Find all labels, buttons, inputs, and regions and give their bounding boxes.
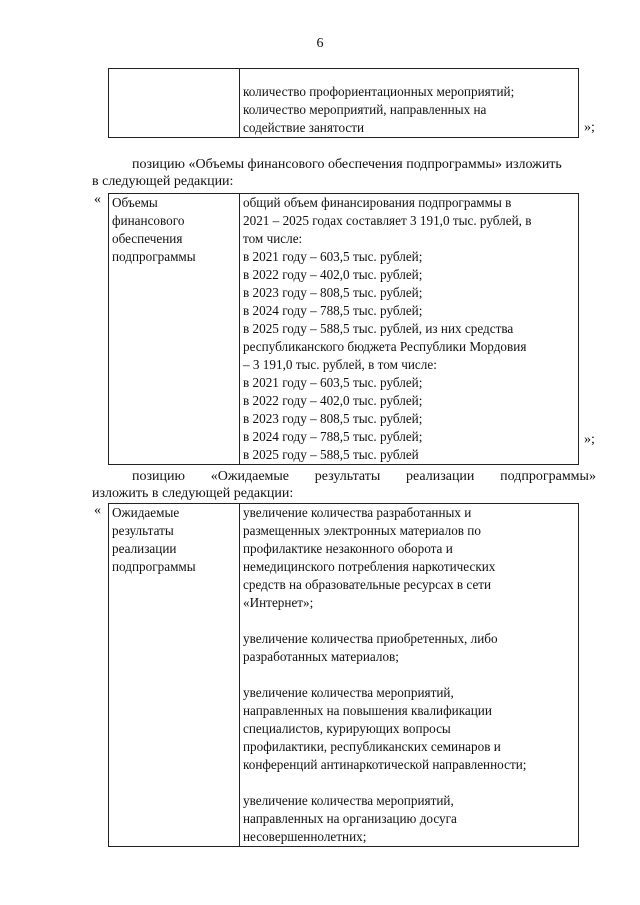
text-line: увеличение количества мероприятий, bbox=[243, 685, 454, 700]
label-line: подпрограммы bbox=[112, 249, 196, 264]
word: реализации bbox=[406, 469, 475, 484]
paragraph-line-justified bbox=[132, 468, 596, 485]
text-line: в 2021 году – 603,5 тыс. рублей; bbox=[243, 375, 423, 390]
text-line: увеличение количества разработанных и bbox=[243, 505, 472, 520]
text-line: общий объем финансирования подпрограммы в bbox=[243, 195, 512, 210]
text-line: в 2025 году – 588,5 тыс. рублей bbox=[243, 447, 419, 462]
results-content-cell bbox=[240, 504, 579, 847]
text-line: направленных на повышения квалификации bbox=[243, 703, 492, 718]
paragraph-line: позицию «Объемы финансового обеспечения подпрограммы» изложить bbox=[132, 157, 562, 172]
text-line: в 2024 году – 788,5 тыс. рублей; bbox=[243, 429, 423, 444]
text-line: увеличение количества мероприятий, bbox=[243, 793, 454, 808]
page-number: 6 bbox=[316, 36, 324, 51]
text-line: – 3 191,0 тыс. рублей, в том числе: bbox=[243, 357, 437, 372]
table-left-cell bbox=[109, 69, 240, 138]
label-line: Объемы bbox=[112, 195, 158, 210]
text-line: конференций антинаркотической направленности; bbox=[243, 757, 527, 772]
word: «Ожидаемые bbox=[210, 469, 290, 484]
text-line: специалистов, курирующих вопросы bbox=[243, 721, 451, 736]
text-line: немедицинского потребления наркотических bbox=[243, 559, 496, 574]
text-line: в 2024 году – 788,5 тыс. рублей; bbox=[243, 303, 423, 318]
text-line: в 2023 году – 808,5 тыс. рублей; bbox=[243, 285, 423, 300]
opening-quote: « bbox=[94, 192, 101, 207]
text-line: в 2025 году – 588,5 тыс. рублей, из них средства bbox=[243, 321, 514, 336]
label-line: результаты bbox=[112, 523, 174, 538]
label-line: реализации bbox=[112, 541, 177, 556]
closing-quote: »; bbox=[584, 120, 595, 135]
table-continuation bbox=[108, 68, 579, 138]
text-line: направленных на организацию досуга bbox=[243, 811, 457, 826]
closing-quote: »; bbox=[584, 432, 595, 447]
text-line: количество мероприятий, направленных на bbox=[243, 102, 487, 117]
text-line: размещенных электронных материалов по bbox=[243, 523, 481, 538]
text-line: республиканского бюджета Республики Мордовия bbox=[243, 339, 527, 354]
word: подпрограммы» bbox=[500, 469, 596, 484]
text-line: в 2022 году – 402,0 тыс. рублей; bbox=[243, 393, 423, 408]
text-line: в 2023 году – 808,5 тыс. рублей; bbox=[243, 411, 423, 426]
text-line: содействие занятости bbox=[243, 120, 365, 135]
text-line: в 2022 году – 402,0 тыс. рублей; bbox=[243, 267, 423, 282]
text-line: профилактики, республиканских семинаров и bbox=[243, 739, 501, 754]
paragraph-line: в следующей редакции: bbox=[92, 174, 234, 189]
text-line: профилактике незаконного оборота и bbox=[243, 541, 453, 556]
label-line: финансового bbox=[112, 213, 185, 228]
paragraph-line: изложить в следующей редакции: bbox=[92, 486, 294, 501]
opening-quote: « bbox=[94, 503, 101, 518]
financing-table bbox=[108, 193, 579, 465]
text-line: количество профориентационных мероприятий; bbox=[243, 84, 515, 99]
paragraph-gap bbox=[243, 666, 578, 684]
results-table bbox=[108, 503, 579, 847]
text-line: несовершеннолетних; bbox=[243, 829, 367, 844]
text-line: разработанных материалов; bbox=[243, 649, 399, 664]
word: позицию bbox=[132, 469, 185, 484]
text-line: увеличение количества приобретенных, либо bbox=[243, 631, 498, 646]
text-line: средств на образовательные ресурсах в сети bbox=[243, 577, 492, 592]
label-line: обеспечения bbox=[112, 231, 183, 246]
financing-content-cell bbox=[240, 194, 579, 465]
label-line: подпрограммы bbox=[112, 559, 196, 574]
text-line: в 2021 году – 603,5 тыс. рублей; bbox=[243, 249, 423, 264]
text-line: том числе: bbox=[243, 231, 303, 246]
text-line: 2021 – 2025 годах составляет 3 191,0 тыс. рублей, в bbox=[243, 213, 532, 228]
label-line: Ожидаемые bbox=[112, 505, 180, 520]
paragraph-gap bbox=[243, 612, 578, 630]
financing-label-cell bbox=[109, 194, 240, 465]
results-label-cell bbox=[109, 504, 240, 847]
word: результаты bbox=[314, 469, 381, 484]
table-right-cell bbox=[240, 69, 579, 138]
text-line: «Интернет»; bbox=[243, 595, 314, 610]
paragraph-gap bbox=[243, 774, 578, 792]
